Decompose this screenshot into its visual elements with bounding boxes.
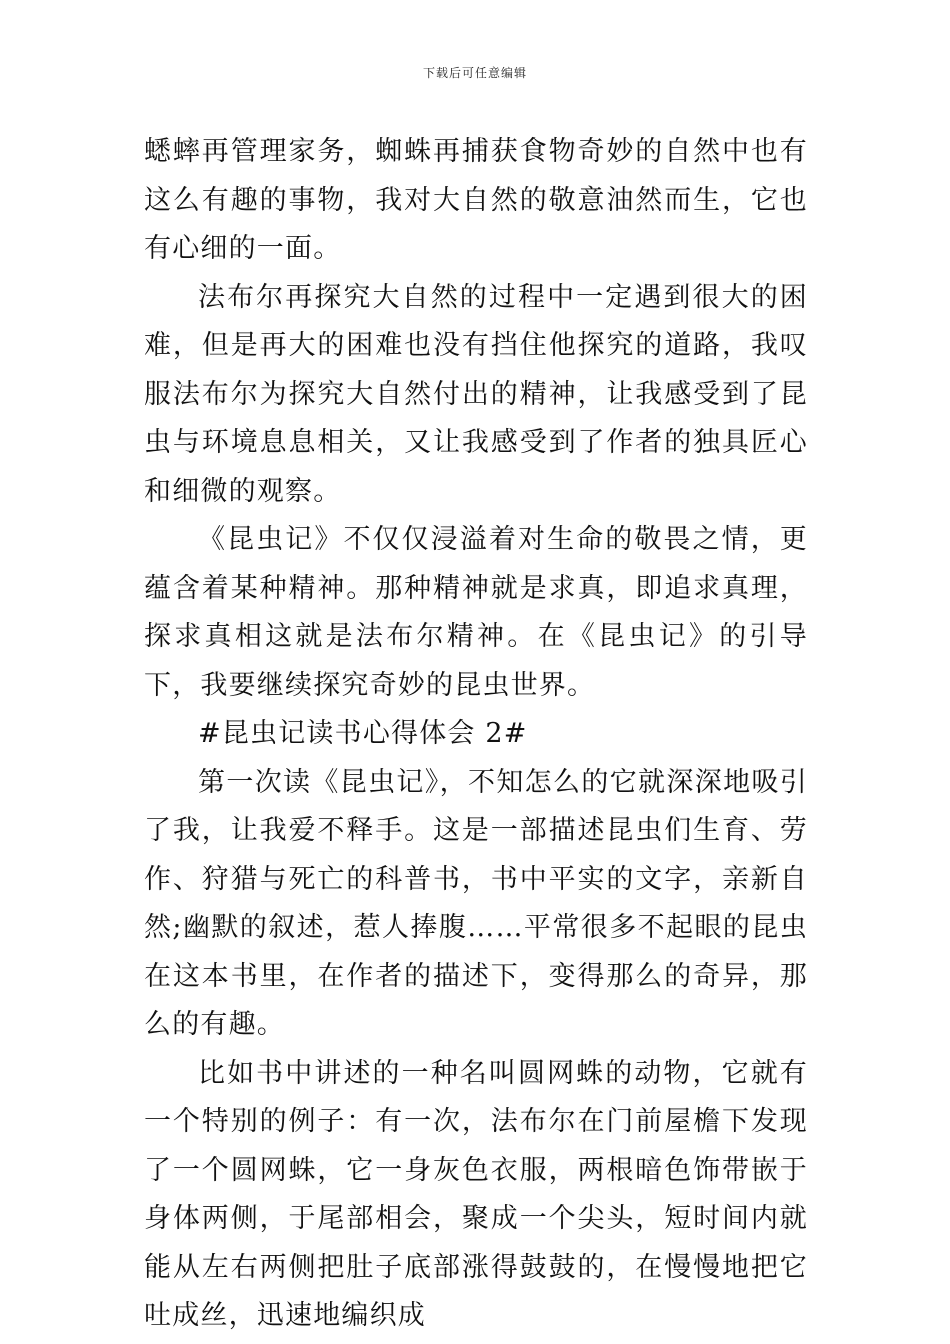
section-heading: #昆虫记读书心得体会 2# bbox=[198, 718, 528, 749]
document-body bbox=[144, 128, 808, 1341]
paragraph: 蟋蟀再管理家务，蜘蛛再捕获食物奇妙的自然中也有这么有趣的事物，我对大自然的敬意油然而生，它也有心细的一面。 bbox=[144, 136, 808, 264]
header-note: 下载后可任意编辑 bbox=[422, 66, 527, 80]
paragraph: 法布尔再探究大自然的过程中一定遇到很大的困难，但是再大的困难也没有挡住他探究的道路，我叹服法布尔为探究大自然付出的精神，让我感受到了昆虫与环境息息相关，又让我感受到了作者的独具匠心和细微的观察。 bbox=[144, 281, 808, 507]
paragraph: 比如书中讲述的一种名叫圆网蛛的动物，它就有一个特别的例子：有一次，法布尔在门前屋檐下发现了一个圆网蛛，它一身灰色衣服，两根暗色饰带嵌于身体两侧，于尾部相会，聚成一个尖头，短时间内就能从左右两侧把肚子底部涨得鼓鼓的，在慢慢地把它吐成丝，迅速地编织成 bbox=[144, 1057, 808, 1331]
paragraph: 《昆虫记》不仅仅浸溢着对生命的敬畏之情，更蕴含着某种精神。那种精神就是求真，即追求真理，探求真相这就是法布尔精神。在《昆虫记》的引导下，我要继续探究奇妙的昆虫世界。 bbox=[144, 524, 808, 701]
paragraph: 第一次读《昆虫记》，不知怎么的它就深深地吸引了我，让我爱不释手。这是一部描述昆虫们生育、劳作、狩猎与死亡的科普书，书中平实的文字，亲新自然;幽默的叙述，惹人捧腹……平常很多不起眼的昆虫在这本书里，在作者的描述下，变得那么的奇异，那么的有趣。 bbox=[144, 766, 808, 1040]
